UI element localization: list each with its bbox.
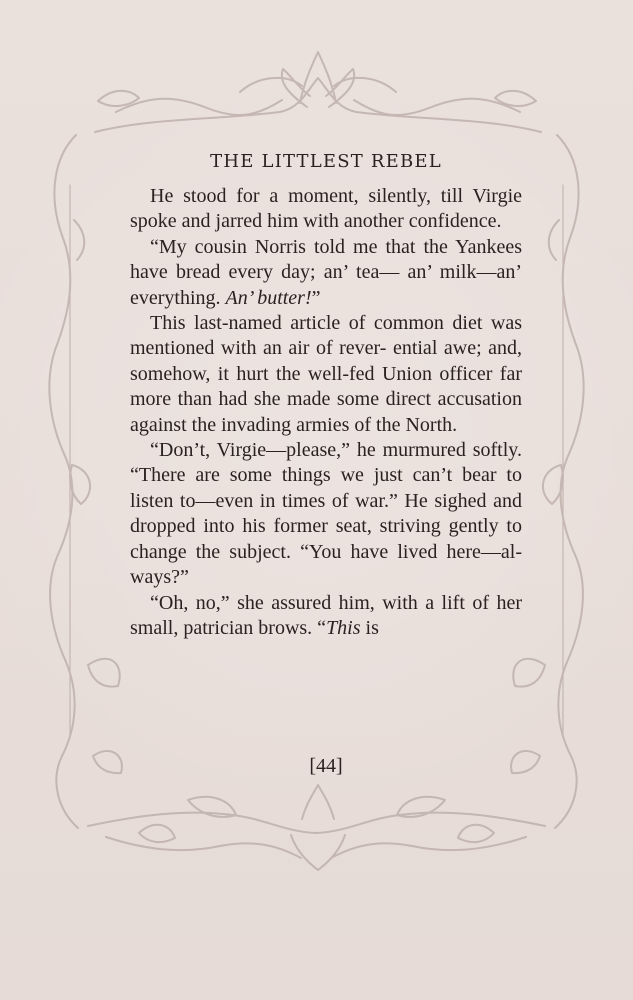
page-text [130,150,522,790]
paragraph-5 [130,591,522,642]
paragraph-5-after: is [360,616,379,639]
page-number: [44] [309,755,343,777]
paragraph-2-italic: An’ butter! [225,286,312,309]
running-head: THE LITTLEST REBEL [210,151,442,172]
paragraph-3: This last-named article of common diet was mentioned with an air of rever- ential awe; and, somehow, it hurt the well-fed Union officer far more than had she made some direct accusation against the invading armies of the North. [130,312,522,436]
paragraph-2-before: “My cousin Norris told me that the Yankees have bread every day; an’ tea— an’ milk—an’ everything. [130,235,522,309]
paragraph-2 [130,235,522,311]
paragraph-4: “Don’t, Virgie—please,” he murmured softly. “There are some things we just can’t bear to listen to—even in times of war.” He sighed and dropped into his former seat, striving gently to change the subject. “You have lived here—al- ways?” [130,439,522,589]
paragraph-5-italic: This [326,616,361,639]
paragraph-5-before: “Oh, no,” she assured him, with a lift of her small, patrician brows. “ [130,591,522,639]
paragraph-2-after: ” [311,286,321,309]
paragraph-1: He stood for a moment, silently, till Virgie spoke and jarred him with another confidence. [130,185,522,233]
